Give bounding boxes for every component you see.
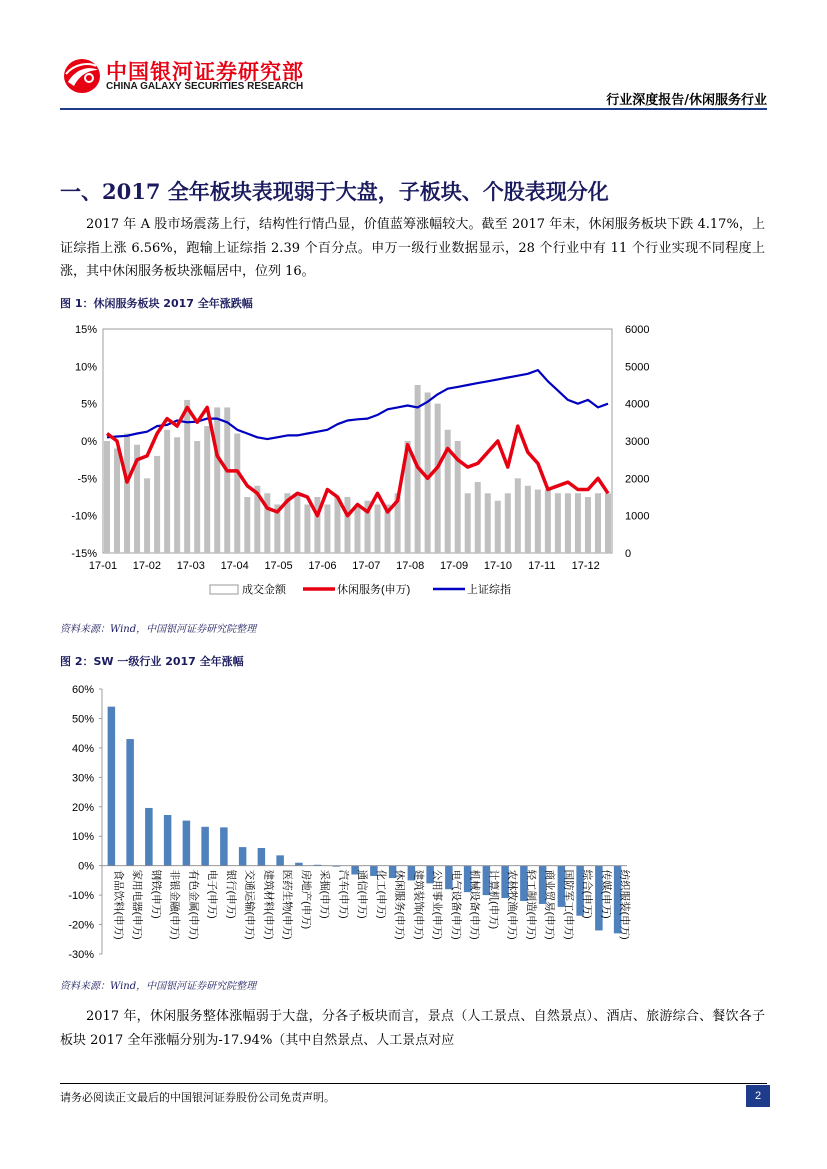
report-type: 行业深度报告/休闲服务行业 — [606, 93, 767, 108]
x-axis-tick-label: 17-07 — [352, 560, 381, 572]
footer-rule — [60, 1083, 767, 1084]
category-label: 传媒(申万) — [599, 869, 612, 919]
figure-1-chart — [60, 318, 665, 608]
right-axis-tick-label: 3000 — [625, 436, 650, 448]
volume-bar — [595, 493, 601, 553]
left-axis-tick-label: 0% — [81, 436, 97, 448]
volume-bar — [114, 448, 120, 553]
volume-bar — [515, 478, 521, 553]
category-label: 纺织服装(申万) — [618, 869, 631, 940]
left-axis-tick-label: -15% — [71, 548, 97, 560]
y-axis-tick-label: -20% — [68, 919, 94, 932]
paragraph-1: 2017 年 A 股市场震荡上行，结构性行情凸显，价值蓝筹涨幅较大。截至 2017 年末，休闲服务板块下跌 4.17%，上证综指上涨 6.56%，跑输上证综指 2.39 个百分点。申万一级行业数据显示，28 个行业中有 11 个行业实现不同程度上涨，其中休闲服务板块涨幅居中，位列 16。 — [60, 217, 765, 279]
paragraph-2: 2017 年，休闲服务整体涨幅弱于大盘，分各子板块而言，景点（人工景点、自然景点）、酒店、旅游综合、餐饮各子板块 2017 全年涨幅分别为-17.94%（其中自然景点、人工景点对应 — [60, 1009, 765, 1048]
category-label: 电气设备(申万) — [449, 869, 462, 940]
volume-bar — [154, 456, 160, 553]
company-name-en: CHINA GALAXY SECURITIES RESEARCH — [106, 81, 304, 92]
left-axis-tick-label: -10% — [71, 510, 97, 523]
category-label: 农林牧渔(申万) — [506, 869, 519, 940]
category-label: 化工(申万) — [374, 869, 387, 919]
figure-2-title: 图 2：SW 一级行业 2017 全年涨幅 — [60, 655, 244, 668]
figure-2-chart — [60, 680, 640, 970]
category-label: 有色金属(申万) — [187, 869, 200, 940]
x-axis-tick-label: 17-01 — [88, 560, 118, 572]
legend-label: 休闲服务(申万) — [337, 584, 411, 596]
industry-bar — [183, 821, 191, 866]
volume-bar — [164, 430, 170, 553]
volume-bar — [575, 493, 581, 553]
x-axis-tick-label: 17-08 — [396, 560, 425, 572]
x-axis-tick-label: 17-05 — [264, 560, 293, 572]
left-axis-tick-label: 15% — [74, 324, 97, 336]
industry-bar — [220, 827, 228, 865]
volume-bar — [294, 493, 300, 553]
volume-bar — [344, 497, 350, 553]
industry-bar — [295, 863, 303, 866]
company-name-cn: 中国银河证券研究部 — [106, 60, 304, 84]
x-axis-tick-label: 17-10 — [483, 560, 512, 572]
category-label: 医药生物(申万) — [281, 869, 294, 940]
left-axis-tick-label: -5% — [77, 473, 97, 486]
figure-1-title: 图 1：休闲服务板块 2017 全年涨跌幅 — [60, 297, 253, 310]
x-axis-tick-label: 17-12 — [571, 560, 600, 572]
left-axis-tick-label: 10% — [74, 361, 97, 374]
legend-label: 上证综指 — [467, 584, 511, 596]
volume-bar — [465, 493, 471, 553]
industry-bar — [108, 707, 116, 866]
right-axis-tick-label: 2000 — [625, 473, 650, 486]
category-label: 综合(申万) — [581, 869, 594, 919]
y-axis-tick-label: 50% — [71, 713, 94, 726]
volume-bar — [355, 504, 361, 553]
legend-label: 成交金额 — [242, 584, 286, 596]
volume-bar — [234, 434, 240, 553]
industry-bar — [258, 848, 266, 866]
y-axis-tick-label: 60% — [71, 684, 94, 696]
category-label: 采掘(申万) — [318, 869, 331, 919]
volume-bar — [535, 490, 541, 553]
category-label: 建筑装饰(申万) — [412, 869, 425, 940]
category-label: 食品饮料(申万) — [112, 869, 125, 940]
volume-bar — [124, 434, 130, 553]
x-axis-tick-label: 17-03 — [176, 560, 205, 572]
volume-bar — [144, 478, 150, 553]
page-number: 2 — [746, 1085, 770, 1107]
volume-bar — [104, 441, 110, 553]
industry-bar — [126, 739, 134, 866]
right-axis-tick-label: 5000 — [625, 361, 650, 374]
category-label: 休闲服务(申万) — [393, 869, 406, 940]
category-label: 机械设备(申万) — [468, 869, 481, 940]
volume-bar — [605, 493, 611, 553]
industry-bar — [164, 815, 172, 866]
category-label: 国防军工(申万) — [562, 869, 575, 940]
figure-2-source: 资料来源：Wind，中国银河证券研究院整理 — [60, 981, 257, 992]
category-label: 银行(申万) — [224, 869, 237, 919]
category-label: 公用事业(申万) — [431, 869, 444, 940]
category-label: 计算机(申万) — [487, 869, 500, 930]
volume-bar — [244, 497, 250, 553]
figure-1-source: 资料来源：Wind，中国银河证券研究院整理 — [60, 624, 257, 635]
industry-bar — [201, 827, 209, 866]
galaxy-logo-icon — [62, 56, 102, 96]
volume-bar — [485, 493, 491, 553]
y-axis-tick-label: 0% — [78, 860, 94, 873]
industry-bar — [239, 847, 247, 866]
volume-bar — [324, 504, 330, 553]
legend-swatch-bar — [210, 585, 238, 594]
y-axis-tick-label: 20% — [71, 801, 94, 814]
footer-disclaimer: 请务必阅读正文最后的中国银河证券股份公司免责声明。 — [60, 1091, 335, 1104]
y-axis-tick-label: -10% — [68, 890, 94, 903]
volume-bar — [425, 392, 431, 553]
volume-bar — [585, 497, 591, 553]
category-label: 房地产(申万) — [299, 869, 312, 930]
volume-bar — [495, 501, 501, 553]
category-label: 交通运输(申万) — [243, 869, 256, 940]
y-axis-tick-label: 40% — [71, 742, 94, 755]
right-axis-tick-label: 4000 — [625, 398, 650, 411]
volume-bar — [545, 490, 551, 553]
right-axis-tick-label: 1000 — [625, 510, 650, 523]
category-label: 家用电器(申万) — [131, 869, 144, 940]
category-label: 通信(申万) — [356, 869, 369, 919]
x-axis-tick-label: 17-09 — [439, 560, 469, 572]
volume-bar — [174, 437, 180, 553]
category-label: 电子(申万) — [206, 869, 219, 919]
volume-bar — [194, 441, 200, 553]
category-label: 非银金融(申万) — [168, 869, 181, 940]
category-label: 钢铁(申万) — [149, 869, 162, 919]
volume-bar — [334, 497, 340, 553]
volume-bar — [304, 504, 310, 553]
industry-bar — [145, 808, 153, 866]
volume-bar — [525, 486, 531, 553]
series-line — [107, 407, 608, 515]
x-axis-tick-label: 17-04 — [220, 560, 249, 572]
y-axis-tick-label: -30% — [68, 949, 94, 961]
category-label: 商业贸易(申万) — [543, 869, 556, 940]
y-axis-tick-label: 30% — [71, 772, 94, 785]
volume-bar — [224, 407, 230, 553]
right-axis-tick-label: 0 — [625, 548, 632, 560]
left-axis-tick-label: 5% — [81, 398, 97, 411]
industry-bar — [276, 855, 284, 865]
volume-bar — [435, 404, 441, 553]
category-label: 汽车(申万) — [337, 869, 350, 919]
volume-bar — [565, 493, 571, 553]
volume-bar — [375, 504, 381, 553]
right-axis-tick-label: 6000 — [625, 324, 650, 336]
page-header — [0, 0, 827, 110]
volume-bar — [475, 482, 481, 553]
y-axis-tick-label: 10% — [71, 831, 94, 844]
volume-bar — [555, 493, 561, 553]
series-line — [107, 370, 608, 439]
category-label: 建筑材料(申万) — [262, 869, 275, 940]
section-title: 一、2017 全年板块表现弱于大盘，子板块、个股表现分化 — [60, 179, 609, 204]
header-rule — [60, 108, 767, 110]
x-axis-tick-label: 17-11 — [528, 560, 556, 572]
volume-bar — [214, 407, 220, 553]
category-label: 轻工制造(申万) — [524, 869, 537, 940]
volume-bar — [505, 493, 511, 553]
x-axis-tick-label: 17-02 — [132, 560, 161, 572]
x-axis-tick-label: 17-06 — [308, 560, 337, 572]
volume-bar — [204, 426, 210, 553]
